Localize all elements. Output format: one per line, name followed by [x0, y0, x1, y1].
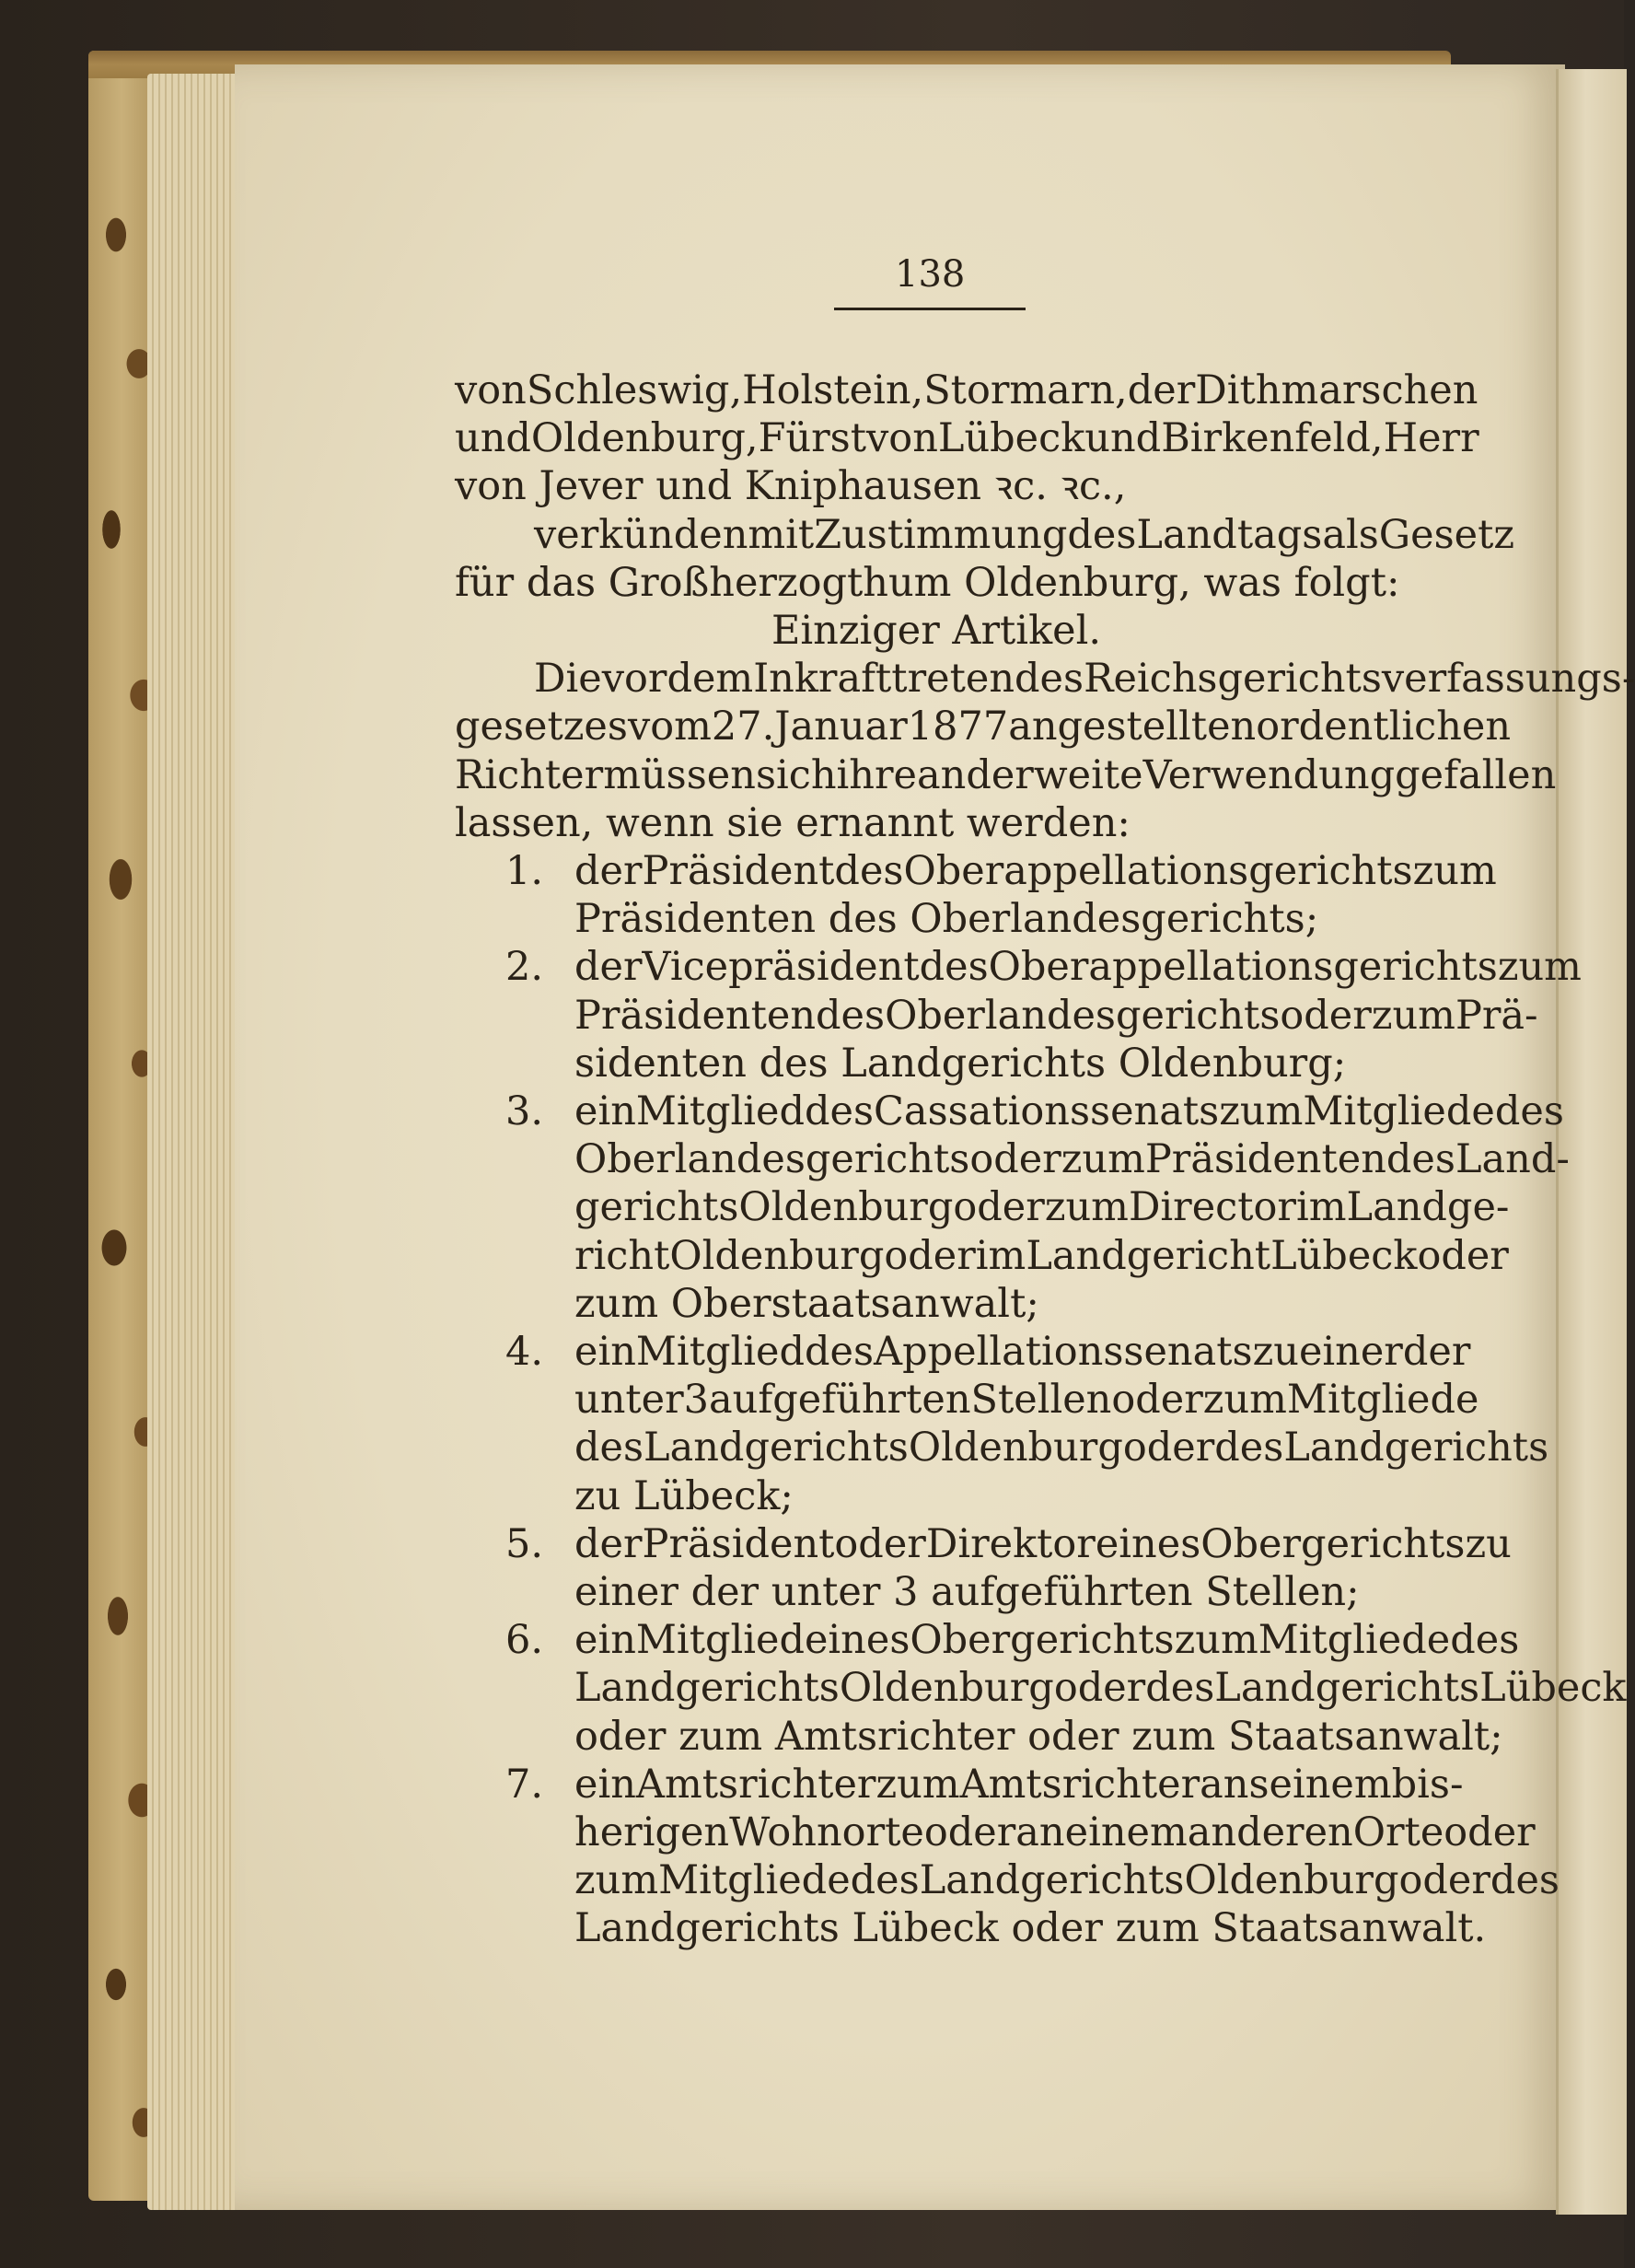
list-item-line: Landgerichts Oldenburg oder des Landgerichts Lübeck: [574, 1665, 1627, 1712]
list-item-number: 1.: [504, 848, 543, 894]
list-item-line: einer der unter 3 aufgeführten Stellen;: [574, 1569, 1360, 1615]
list-item-line: herigen Wohnorte oder an einem anderen Orte oder: [574, 1809, 1536, 1855]
list-item-line: Oberlandesgerichts oder zum Präsidenten des Land-: [574, 1136, 1570, 1183]
list-item-line: zu Lübeck;: [574, 1472, 794, 1519]
list-item-number: 5.: [504, 1520, 543, 1567]
list-item-line: Präsidenten des Oberlandesgerichts;: [574, 896, 1319, 943]
list-item-number: 7.: [504, 1761, 543, 1808]
list-item-line: sidenten des Landgerichts Oldenburg;: [574, 1040, 1347, 1087]
list-item-number: 3.: [504, 1088, 543, 1134]
list-item-line: zum Mitgliede des Landgerichts Oldenburg oder des: [574, 1857, 1560, 1904]
list-item-line: der Vicepräsident des Oberappellationsgerichts zum: [574, 944, 1582, 991]
text-line: für das Großherzogthum Oldenburg, was folgt:: [455, 559, 1400, 606]
page-number: 138: [895, 253, 966, 296]
list-item-line: ein Mitglied des Appellationssenats zu einer der: [574, 1329, 1471, 1375]
list-item-line: der Präsident des Oberappellationsgerichts zum: [574, 848, 1497, 894]
text-line: von Jever und Kniphausen ꝛc. ꝛc.,: [455, 463, 1127, 510]
list-item-line: zum Oberstaatsanwalt;: [574, 1280, 1039, 1327]
list-item-line: ein Mitglied eines Obergerichts zum Mitgliede des: [574, 1617, 1520, 1664]
text-line: Richter müssen sich ihre anderweite Verwendung gefallen: [455, 751, 1557, 798]
text-line: lassen, wenn sie ernannt werden:: [455, 799, 1131, 846]
text-line: Die vor dem Inkrafttreten des Reichsgerichtsverfassungs-: [534, 656, 1635, 703]
list-item-number: 4.: [504, 1329, 543, 1375]
text-line: verkünden mit Zustimmung des Landtags als Gesetz: [534, 511, 1515, 558]
list-item-line: ein Mitglied des Cassationssenats zum Mitgliede des: [574, 1088, 1564, 1134]
text-line: Einziger Artikel.: [771, 608, 1101, 654]
list-item-line: ein Amtsrichter zum Amtsrichter an seinem bis-: [574, 1761, 1464, 1808]
text-line: gesetzes vom 27. Januar 1877 angestellten ordentlichen: [455, 704, 1512, 750]
text-line: von Schleswig, Holstein, Stormarn, der Dithmarschen: [455, 367, 1478, 413]
list-item-line: des Landgerichts Oldenburg oder des Landgerichts: [574, 1425, 1549, 1471]
list-item-line: richt Oldenburg oder im Landgericht Lübeck oder: [574, 1232, 1509, 1279]
list-item-number: 6.: [504, 1617, 543, 1664]
list-item-line: unter 3 aufgeführten Stellen oder zum Mitgliede: [574, 1377, 1479, 1424]
list-item-line: der Präsident oder Direktor eines Obergerichts zu: [574, 1520, 1512, 1567]
list-item-number: 2.: [504, 944, 543, 991]
list-item-line: Präsidenten des Oberlandesgerichts oder zum Prä-: [574, 992, 1538, 1039]
page-number-rule: [834, 308, 1026, 310]
list-item-line: gerichts Oldenburg oder zum Director im Landge-: [574, 1184, 1510, 1231]
list-item-line: Landgerichts Lübeck oder zum Staatsanwalt.: [574, 1905, 1487, 1952]
list-item-line: oder zum Amtsrichter oder zum Staatsanwalt;: [574, 1713, 1503, 1760]
text-line: und Oldenburg, Fürst von Lübeck und Birkenfeld, Herr: [455, 415, 1479, 462]
